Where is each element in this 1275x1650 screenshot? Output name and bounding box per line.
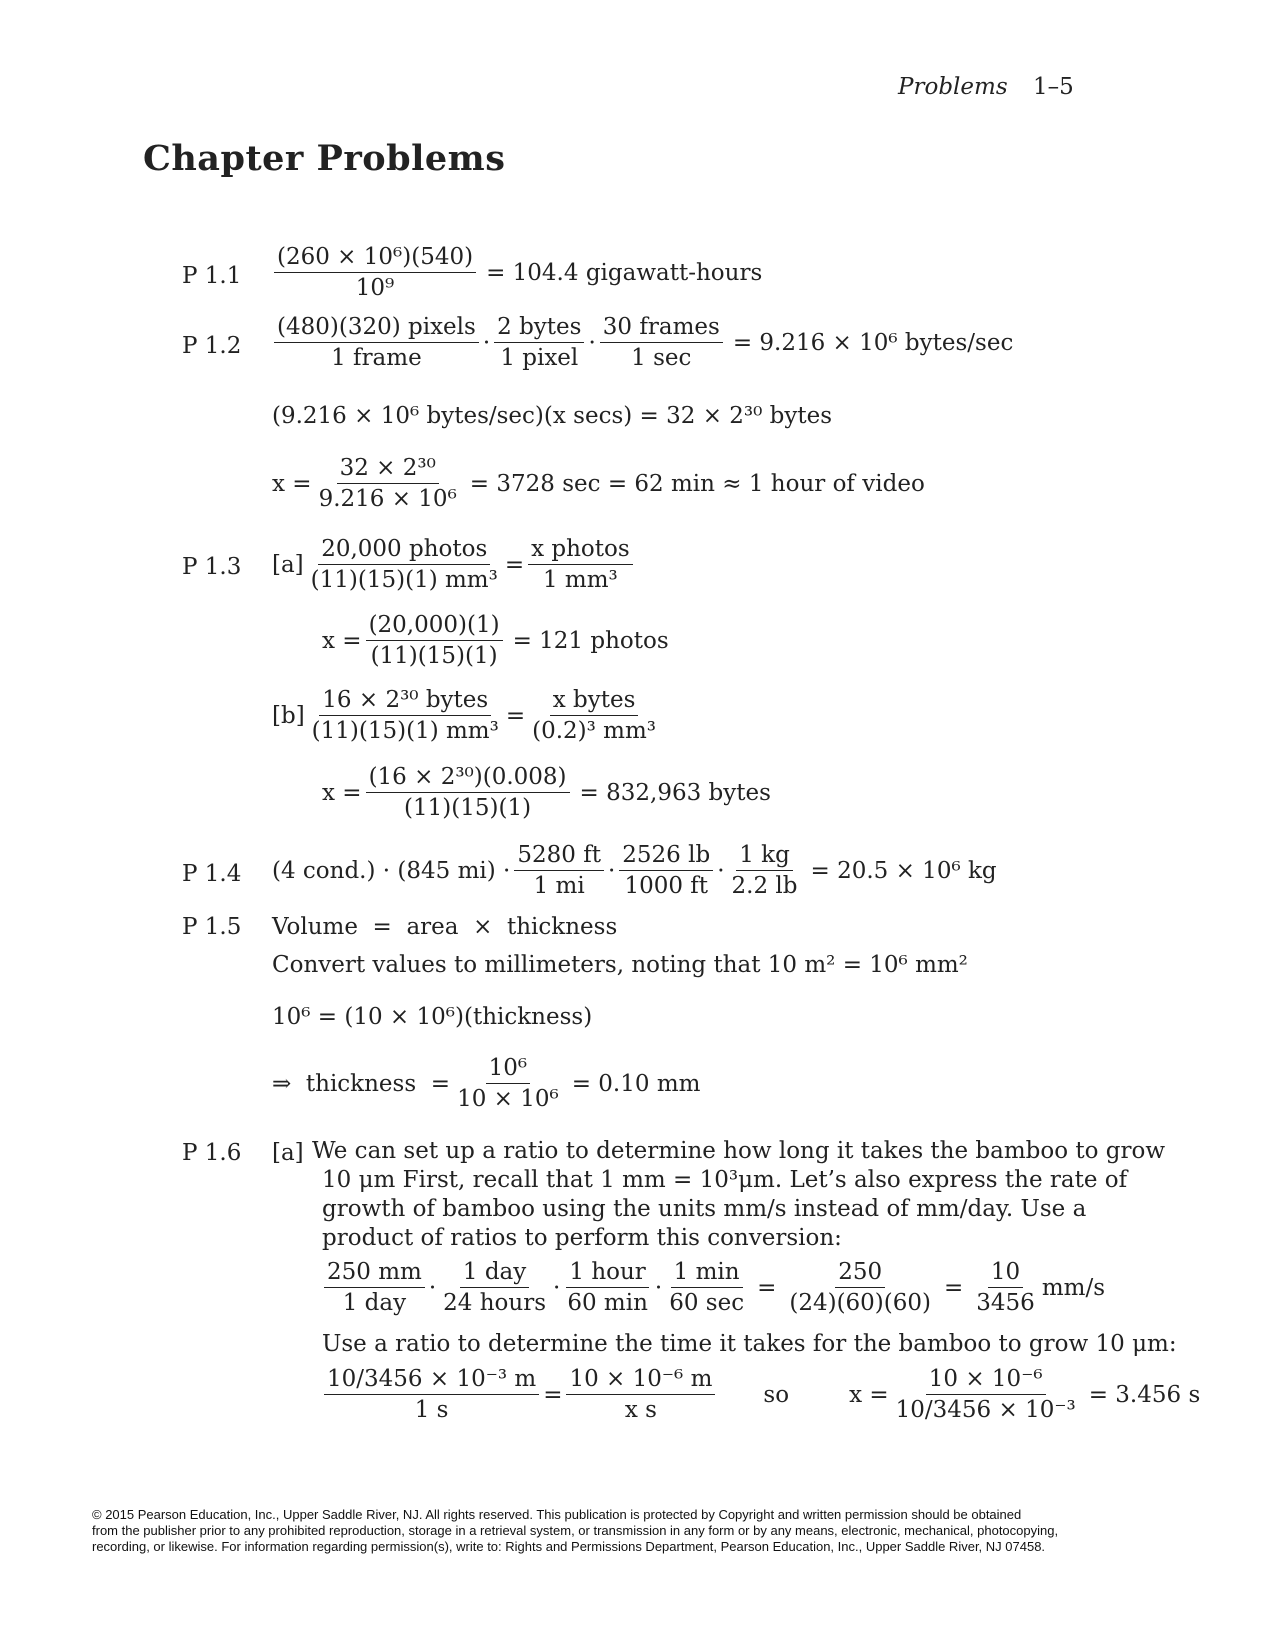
denominator: 3456 bbox=[976, 1290, 1035, 1317]
denominator: (11)(15)(1) mm³ bbox=[310, 567, 498, 594]
denominator: (11)(15)(1) bbox=[404, 795, 532, 822]
result: = 121 photos bbox=[512, 627, 669, 654]
lhs: ⇒ thickness = bbox=[272, 1070, 451, 1097]
fraction bbox=[316, 455, 460, 513]
denominator: (24)(60)(60) bbox=[789, 1290, 931, 1317]
footer-line: recording, or likewise. For information regarding permission(s), write to: Rights and Permissions Department, Pearson Education, Inc., Upper Saddle River, NJ 07458. bbox=[92, 1539, 1046, 1554]
p1-2-equation: $\frac{\text{(480)(320) pixels}}{\text{1 frame}}$ · $\frac{\text{2 bytes}}{\text{1 pixel}}$ · $\frac{\text{30 frames}}{1 \sec}$ = 9.216 × 10⁶ bytes/sec bbox=[270, 314, 1019, 372]
p1-3b-x-equation bbox=[322, 764, 777, 822]
denominator: 60 sec bbox=[669, 1290, 745, 1317]
part-tag: [a] bbox=[272, 551, 304, 578]
copyright-footer bbox=[92, 1507, 1192, 1555]
fraction bbox=[309, 687, 502, 745]
denominator: 1 sec bbox=[631, 345, 692, 372]
denominator: 1 day bbox=[342, 1290, 407, 1317]
denominator: (0.2)³ mm³ bbox=[532, 718, 657, 745]
fraction bbox=[324, 1259, 425, 1317]
problem-label-1-2: P 1.2 bbox=[182, 333, 242, 359]
numerator: (480)(320) pixels bbox=[274, 314, 479, 343]
fraction bbox=[440, 1259, 549, 1317]
numerator: 2 bytes bbox=[494, 314, 584, 343]
problem-label-1-3: P 1.3 bbox=[182, 554, 242, 580]
fraction bbox=[893, 1366, 1079, 1424]
result: = 9.216 × 10⁶ bytes/sec bbox=[732, 329, 1014, 356]
p1-6-ratio-equation: $\frac{\text{10/3456 × 10⁻³ m}}{1 s}$ = $\frac{\text{10 × 10⁻⁶ m}}{\text{x s}}$ so x = $\frac{\text{10 × 10⁻⁶}}{\text{10/3456 × 10⁻³}}$ = 3.456 s bbox=[320, 1366, 1206, 1424]
lhs: x = bbox=[849, 1381, 889, 1408]
numerator: 10 × 10⁻⁶ m bbox=[566, 1366, 715, 1395]
problem-label-1-1: P 1.1 bbox=[182, 263, 242, 289]
numerator: (260 × 10⁶)(540) bbox=[274, 244, 476, 273]
problem-label-1-4: P 1.4 bbox=[182, 861, 242, 887]
numerator: 32 × 2³⁰ bbox=[337, 455, 439, 484]
p1-6-paragraph-2: Use a ratio to determine the time it takes for the bamboo to grow 10 μm: bbox=[322, 1331, 1177, 1357]
p1-3b-equation: [b] $\frac{\text{16 × 2³⁰ bytes}}{\text{(11)(15)(1) mm³}}$ = $\frac{\text{x bytes}}{\text{(0.2)³ mm³}}$ bbox=[272, 687, 663, 745]
numerator: 2526 lb bbox=[619, 842, 713, 871]
p1-3a-x-equation bbox=[322, 612, 675, 670]
paragraph-line: growth of bamboo using the units mm/s instead of mm/day. Use a bbox=[322, 1196, 1087, 1222]
denominator: 1 mm³ bbox=[542, 567, 618, 594]
numerator: 1 kg bbox=[736, 842, 793, 871]
numerator: x bytes bbox=[550, 687, 639, 716]
denominator: (11)(15)(1) mm³ bbox=[311, 718, 499, 745]
paragraph-line: 10 μm First, recall that 1 mm = 10³μm. Let’s also express the rate of bbox=[322, 1167, 1128, 1193]
p1-5-line3: 10⁶ = (10 × 10⁶)(thickness) bbox=[272, 1004, 593, 1030]
fraction bbox=[600, 314, 723, 372]
numerator: 250 mm bbox=[324, 1259, 425, 1288]
lhs: x = bbox=[322, 779, 362, 806]
p1-5-line1: Volume = area × thickness bbox=[272, 914, 618, 940]
p1-1-equation bbox=[270, 244, 768, 302]
p1-5-line2: Convert values to millimeters, noting that 10 m² = 10⁶ mm² bbox=[272, 952, 968, 978]
denominator: 10/3456 × 10⁻³ bbox=[895, 1397, 1076, 1424]
numerator: 1 day bbox=[460, 1259, 529, 1288]
fraction bbox=[529, 687, 659, 745]
paragraph-line: product of ratios to perform this conversion: bbox=[322, 1225, 842, 1251]
running-header-title: Problems bbox=[898, 74, 1008, 100]
denominator: 10⁹ bbox=[355, 275, 395, 302]
fraction bbox=[564, 1259, 651, 1317]
footer-line: from the publisher prior to any prohibited reproduction, storage in a retrieval system, or transmission in any form or by any means, electronic, mechanical, photocopying, bbox=[92, 1523, 1059, 1538]
denominator: 60 min bbox=[567, 1290, 648, 1317]
fraction bbox=[274, 244, 476, 302]
numerator: 250 bbox=[835, 1259, 885, 1288]
numerator: 1 min bbox=[671, 1259, 743, 1288]
fraction bbox=[566, 1366, 715, 1424]
fraction bbox=[494, 314, 584, 372]
result: = 0.10 mm bbox=[571, 1070, 701, 1097]
p1-2-line2: (9.216 × 10⁶ bytes/sec)(x secs) = 32 × 2³⁰ bytes bbox=[272, 403, 833, 429]
p1-6-conversion-equation: $\frac{250 mm}{\text{1 day}}$ · $\frac{\text{1 day}}{\text{24 hours}}$ · $\frac{\text{1 hour}}{60 \min}$ · $\frac{1 \min}{60 \sec}$ = $\frac{250}{(24)(60)(60)}$ = $\frac{10}{3456}$ mm/s bbox=[320, 1259, 1105, 1317]
denominator: 1 mi bbox=[533, 873, 585, 900]
lead-term: (4 cond.) · (845 mi) · bbox=[272, 857, 511, 884]
paragraph-line: We can set up a ratio to determine how long it takes the bamboo to grow bbox=[312, 1138, 1166, 1164]
lhs: x = bbox=[272, 470, 312, 497]
fraction bbox=[973, 1259, 1038, 1317]
lhs: x = bbox=[322, 627, 362, 654]
denominator: 1 frame bbox=[331, 345, 422, 372]
numerator: 20,000 photos bbox=[318, 536, 490, 565]
result: = 832,963 bytes bbox=[579, 779, 771, 806]
fraction bbox=[729, 842, 801, 900]
fraction bbox=[528, 536, 633, 594]
numerator: 10/3456 × 10⁻³ m bbox=[324, 1366, 539, 1395]
numerator: 10 bbox=[988, 1259, 1023, 1288]
numerator: x photos bbox=[528, 536, 633, 565]
denominator: 1 pixel bbox=[500, 345, 579, 372]
numerator: (20,000)(1) bbox=[366, 612, 503, 641]
numerator: 30 frames bbox=[600, 314, 723, 343]
problem-label-1-6: P 1.6 bbox=[182, 1140, 242, 1166]
part-tag: [b] bbox=[272, 702, 305, 729]
fraction bbox=[274, 314, 479, 372]
part-tag: [a] bbox=[272, 1140, 304, 1166]
fraction bbox=[514, 842, 604, 900]
p1-2-x-equation bbox=[272, 455, 931, 513]
numerator: 1 hour bbox=[566, 1259, 648, 1288]
denominator: 9.216 × 10⁶ bbox=[318, 486, 457, 513]
problem-label-1-5: P 1.5 bbox=[182, 914, 242, 940]
p1-3a-equation: [a] $\frac{\text{20,000 photos}}{\text{(11)(15)(1) mm³}}$ = $\frac{\text{x photos}}{\text{1 mm³}}$ bbox=[272, 536, 637, 594]
result: = 3.456 s bbox=[1088, 1381, 1201, 1408]
page-number: 1–5 bbox=[1033, 74, 1074, 100]
result: = 20.5 × 10⁶ kg bbox=[810, 857, 997, 884]
fraction bbox=[619, 842, 713, 900]
fraction bbox=[324, 1366, 539, 1424]
numerator: 10⁶ bbox=[486, 1055, 531, 1084]
p1-5-thickness-equation bbox=[272, 1055, 706, 1113]
denominator: (11)(15)(1) bbox=[370, 643, 498, 670]
numerator: 16 × 2³⁰ bytes bbox=[319, 687, 491, 716]
fraction bbox=[666, 1259, 747, 1317]
fraction bbox=[454, 1055, 562, 1113]
footer-line: © 2015 Pearson Education, Inc., Upper Saddle River, NJ. All rights reserved. This publication is protected by Copyright and written permission should be obtained bbox=[92, 1507, 1022, 1522]
unit: mm/s bbox=[1041, 1274, 1105, 1301]
denominator: 2.2 lb bbox=[731, 873, 798, 900]
denominator: 1000 ft bbox=[624, 873, 709, 900]
denominator: 1 s bbox=[414, 1397, 449, 1424]
numerator: 5280 ft bbox=[514, 842, 604, 871]
fraction bbox=[786, 1259, 934, 1317]
chapter-title: Chapter Problems bbox=[143, 138, 506, 179]
p1-6-paragraph-1 bbox=[312, 1137, 1166, 1253]
numerator: 10 × 10⁻⁶ bbox=[926, 1366, 1046, 1395]
so-word: so bbox=[763, 1381, 790, 1408]
p1-4-equation: (4 cond.) · (845 mi) · $\frac{5280 ft}{1 mi}$ · $\frac{2526 lb}{1000 ft}$ · $\frac{1 kg}{2.2 lb}$ = 20.5 × 10⁶ kg bbox=[272, 842, 997, 900]
result: = 3728 sec = 62 min ≈ 1 hour of video bbox=[469, 470, 925, 497]
fraction bbox=[366, 764, 570, 822]
numerator: (16 × 2³⁰)(0.008) bbox=[366, 764, 570, 793]
denominator: 10 × 10⁶ bbox=[457, 1086, 559, 1113]
fraction bbox=[308, 536, 501, 594]
denominator: x s bbox=[624, 1397, 657, 1424]
denominator: 24 hours bbox=[443, 1290, 547, 1317]
result: = 104.4 gigawatt-hours bbox=[486, 259, 763, 286]
fraction bbox=[366, 612, 503, 670]
